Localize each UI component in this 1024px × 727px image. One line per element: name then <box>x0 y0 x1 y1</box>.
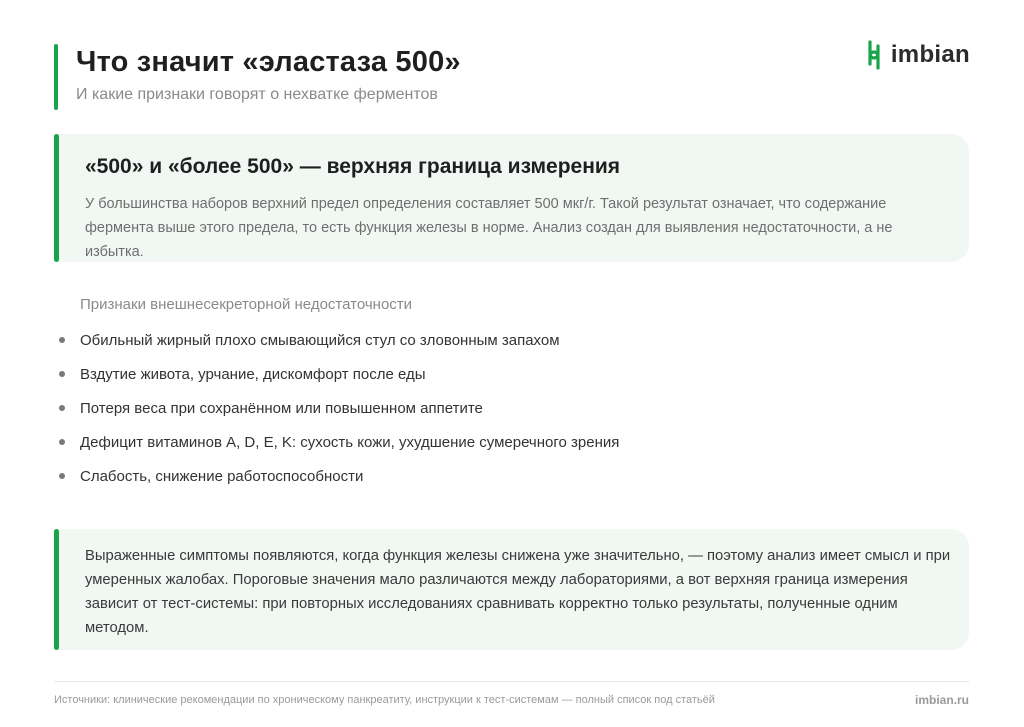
card-accent-bar <box>54 134 59 262</box>
bullet-icon <box>59 371 65 377</box>
logo-icon <box>864 40 884 70</box>
footer-site-link[interactable]: imbian.ru <box>914 693 969 707</box>
list-item-text: Потеря веса при сохранённом или повышенном аппетите <box>80 400 483 417</box>
list-item-text: Вздутие живота, урчание, дискомфорт после еды <box>80 366 426 383</box>
page-subtitle: И какие признаки говорят о нехватке ферментов <box>76 86 438 103</box>
signs-heading: Признаки внешнесекреторной недостаточности <box>80 296 413 313</box>
logo-text: imbian <box>890 41 970 68</box>
page-header <box>54 41 970 110</box>
list-item-text: Обильный жирный плохо смывающийся стул со зловонным запахом <box>80 332 560 349</box>
footer-sources: Источники: клинические рекомендации по хроническому панкреатиту, инструкции к тест-системам — полный список под статьёй <box>54 694 715 706</box>
upper-info-card <box>54 134 969 262</box>
brand-logo[interactable] <box>864 40 970 70</box>
page-title: Что значит «эластаза 500» <box>76 46 461 78</box>
bullet-icon <box>59 405 65 411</box>
bullet-icon <box>59 337 65 343</box>
list-item-text: Слабость, снижение работоспособности <box>80 468 364 485</box>
note-text: Выраженные симптомы появляются, когда функция железы снижена уже значительно, — поэтому анализ имеет смысл и при умеренных жалобах. Пороговые значения мало различаются между лабораториями, а вот верхняя граница измерения зависит от тест-системы: при повторных исследованиях сравнивать корректно только результаты, полученные одним методом. <box>85 548 951 636</box>
footer-divider <box>54 681 969 682</box>
lower-note-card <box>54 529 969 650</box>
bullet-icon <box>59 439 65 445</box>
bullet-icon <box>59 473 65 479</box>
accent-bar <box>54 44 58 110</box>
list-item-text: Дефицит витаминов A, D, E, K: сухость кожи, ухудшение сумеречного зрения <box>80 434 620 451</box>
card-title: «500» и «более 500» — верхняя граница измерения <box>85 155 621 178</box>
card-accent-bar <box>54 529 59 650</box>
card-text: У большинства наборов верхний предел определения составляет 500 мкг/г. Такой результат означает, что содержание фермента выше этого предела, то есть функция железы в норме. Анализ создан для выявления недостаточности, а не избытка. <box>85 196 893 260</box>
